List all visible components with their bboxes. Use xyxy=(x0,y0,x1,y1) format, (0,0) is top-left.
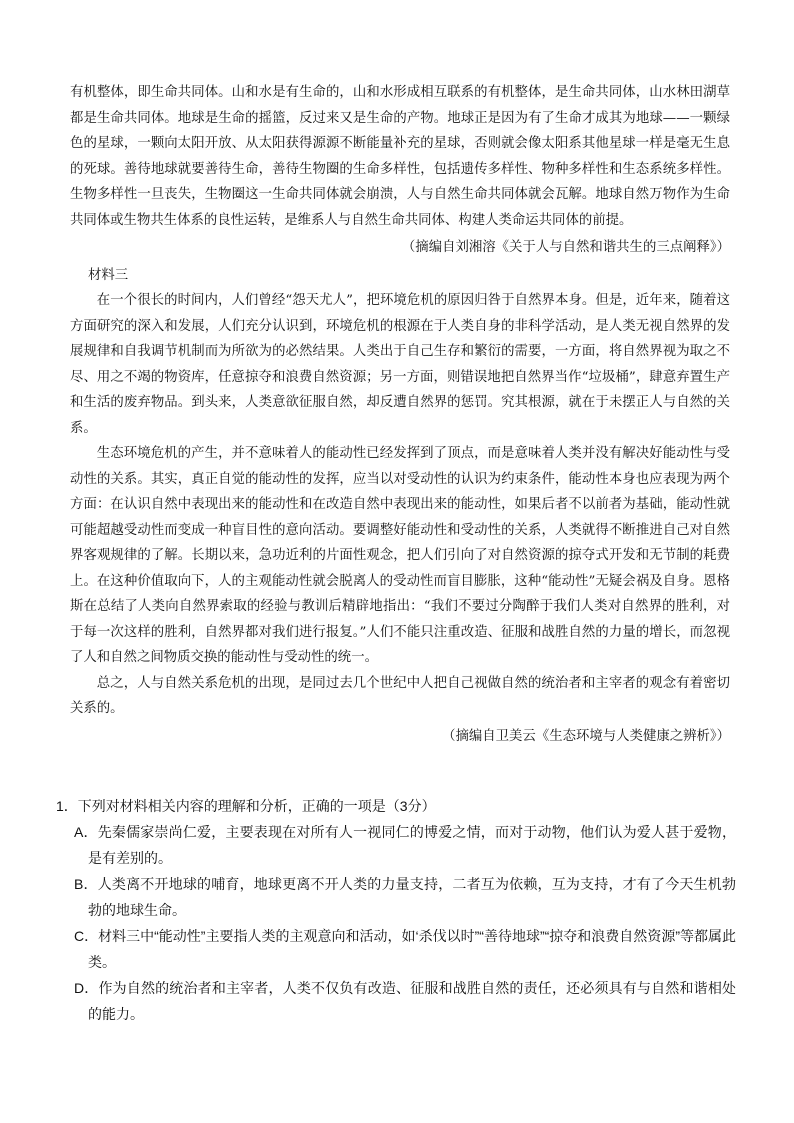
question-1 xyxy=(56,793,736,1027)
material3-source: （摘编自卫美云《生态环境与人类健康之辨析》） xyxy=(442,728,730,744)
material3-paragraph-3: 总之，人与自然关系危机的出现，是同过去几个世纪中人把自己视做自然的统治者和主宰者的观念有着密切关系的。 xyxy=(70,675,730,716)
material2-source: （摘编自刘湘溶《关于人与自然和谐共生的三点阐释》） xyxy=(401,240,730,255)
option-b: B．人类离不开地球的哺育，地球更离不开人类的力量支持，二者互为依赖，互为支持，才有了今天生机勃勃的地球生命。 xyxy=(74,876,736,918)
material3-heading: 材料三 xyxy=(88,267,129,283)
option-a: A．先秦儒家崇尚仁爱，主要表现在对所有人一视同仁的博爱之情，而对于动物，他们认为爱人甚于爱物，是有差别的。 xyxy=(74,824,736,866)
option-d: D．作为自然的统治者和主宰者，人类不仅负有改造、征服和战胜自然的责任，还必须具有与自然和谐相处的能力。 xyxy=(74,980,736,1022)
question-1-stem: 1．下列对材料相关内容的理解和分析，正确的一项是（3分） xyxy=(56,798,436,814)
reading-passage xyxy=(70,80,730,749)
material2-tail-paragraph: 有机整体，即生命共同体。山和水是有生命的，山和水形成相互联系的有机整体，是生命共同体，山水林田湖草都是生命共同体。地球是生命的摇篮，反过来又是生命的产物。地球正是因为有了生命才成其为地球——一颗绿色的星球，一颗向太阳开放、从太阳获得源源不断能量补充的星球，否则就会像太阳系其他星球一样是毫无生息的死球。善待地球就要善待生命，善待生物圈的生命多样性，包括遗传多样性、物种多样性和生态系统多样性。生物多样性一旦丧失，生物圈这一生命共同体就会崩溃，人与自然生命共同体就会瓦解。地球自然万物作为生命共同体或生物共生体系的良性运转，是维系人与自然生命共同体、构建人类命运共同体的前提。 xyxy=(70,85,730,228)
material3-paragraph-2: 生态环境危机的产生，并不意味着人的能动性已经发挥到了顶点，而是意味着人类并没有解决好能动性与受动性的关系。其实，真正自觉的能动性的发挥，应当以对受动性的认识为约束条件，能动性本身也应表现为两个方面：在认识自然中表现出来的能动性和在改造自然中表现出来的能动性，如果后者不以前者为基础，能动性就可能超越受动性而变成一种盲目性的意向活动。要调整好能动性和受动性的关系，人类就得不断推进自己对自然界客观规律的了解。长期以来，急功近利的片面性观念，把人们引向了对自然资源的掠夺式开发和无节制的耗费上。在这种价值取向下，人的主观能动性就会脱离人的受动性而盲目膨胀，这种“能动性”无疑会祸及自身。恩格斯在总结了人类向自然界索取的经验与教训后精辟地指出：“我们不要过分陶醉于我们人类对自然界的胜利，对于每一次这样的胜利，自然界都对我们进行报复。”人们不能只注重改造、征服和战胜自然的力量的增长，而忽视了人和自然之间物质交换的能动性与受动性的统一。 xyxy=(70,446,730,665)
material3-paragraph-1: 在一个很长的时间内，人们曾经“怨天尤人”，把环境危机的原因归咎于自然界本身。但是，近年来，随着这方面研究的深入和发展，人们充分认识到，环境危机的根源在于人类自身的非科学活动，是人类无视自然界的发展规律和自我调节机制而为所欲为的必然结果。人类出于自己生存和繁衍的需要，一方面，将自然界视为取之不尽、用之不竭的物资库，任意掠夺和浪费自然资源；另一方面，则错误地把自然界当作“垃圾桶”，肆意弃置生产和生活的废弃物品。到头来，人类意欲征服自然，却反遭自然界的惩罚。究其根源，就在于未摆正人与自然的关系。 xyxy=(70,293,730,436)
option-c: C．材料三中“能动性”主要指人类的主观意向和活动，如‘杀伐以时”“善待地球”“掠夺和浪费自然资源”等都属此类。 xyxy=(74,928,736,970)
